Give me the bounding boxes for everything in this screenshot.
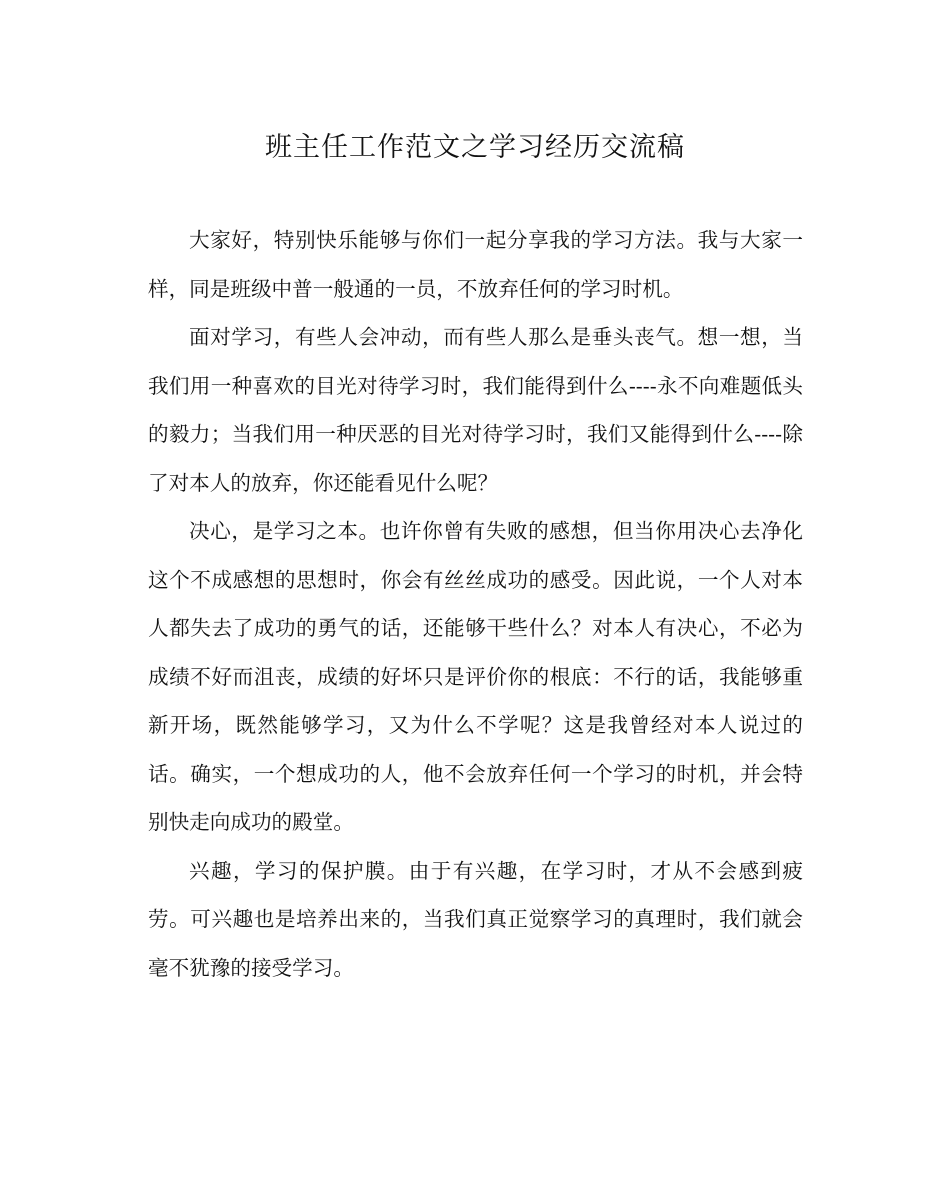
document-body [148, 216, 803, 992]
paragraph-4: 兴趣，学习的保护膜。由于有兴趣，在学习时，才从不会感到疲劳。可兴趣也是培养出来的，当我们真正觉察学习的真理时，我们就会毫不犹豫的接受学习。 [148, 858, 803, 980]
paragraph-3: 决心，是学习之本。也许你曾有失败的感想，但当你用决心去净化这个不成感想的思想时，你会有丝丝成功的感受。因此说，一个人对本人都失去了成功的勇气的话，还能够干些什么？对本人有决心，不必为成绩不好而沮丧，成绩的好坏只是评价你的根底：不行的话，我能够重新开场，既然能够学习，又为什么不学呢？这是我曾经对本人说过的话。确实，一个想成功的人，他不会放弃任何一个学习的时机，并会特别快走向成功的殿堂。 [148, 519, 803, 834]
paragraph-2: 面对学习，有些人会冲动，而有些人那么是垂头丧气。想一想，当我们用一种喜欢的目光对待学习时，我们能得到什么----永不向难题低头的毅力；当我们用一种厌恶的目光对待学习时，我们又能得到什么----除了对本人的放弃，你还能看见什么呢？ [148, 325, 803, 495]
paragraph-1: 大家好，特别快乐能够与你们一起分享我的学习方法。我与大家一样，同是班级中普一般通的一员，不放弃任何的学习时机。 [148, 228, 803, 301]
document-title: 班主任工作范文之学习经历交流稿 [265, 132, 685, 163]
